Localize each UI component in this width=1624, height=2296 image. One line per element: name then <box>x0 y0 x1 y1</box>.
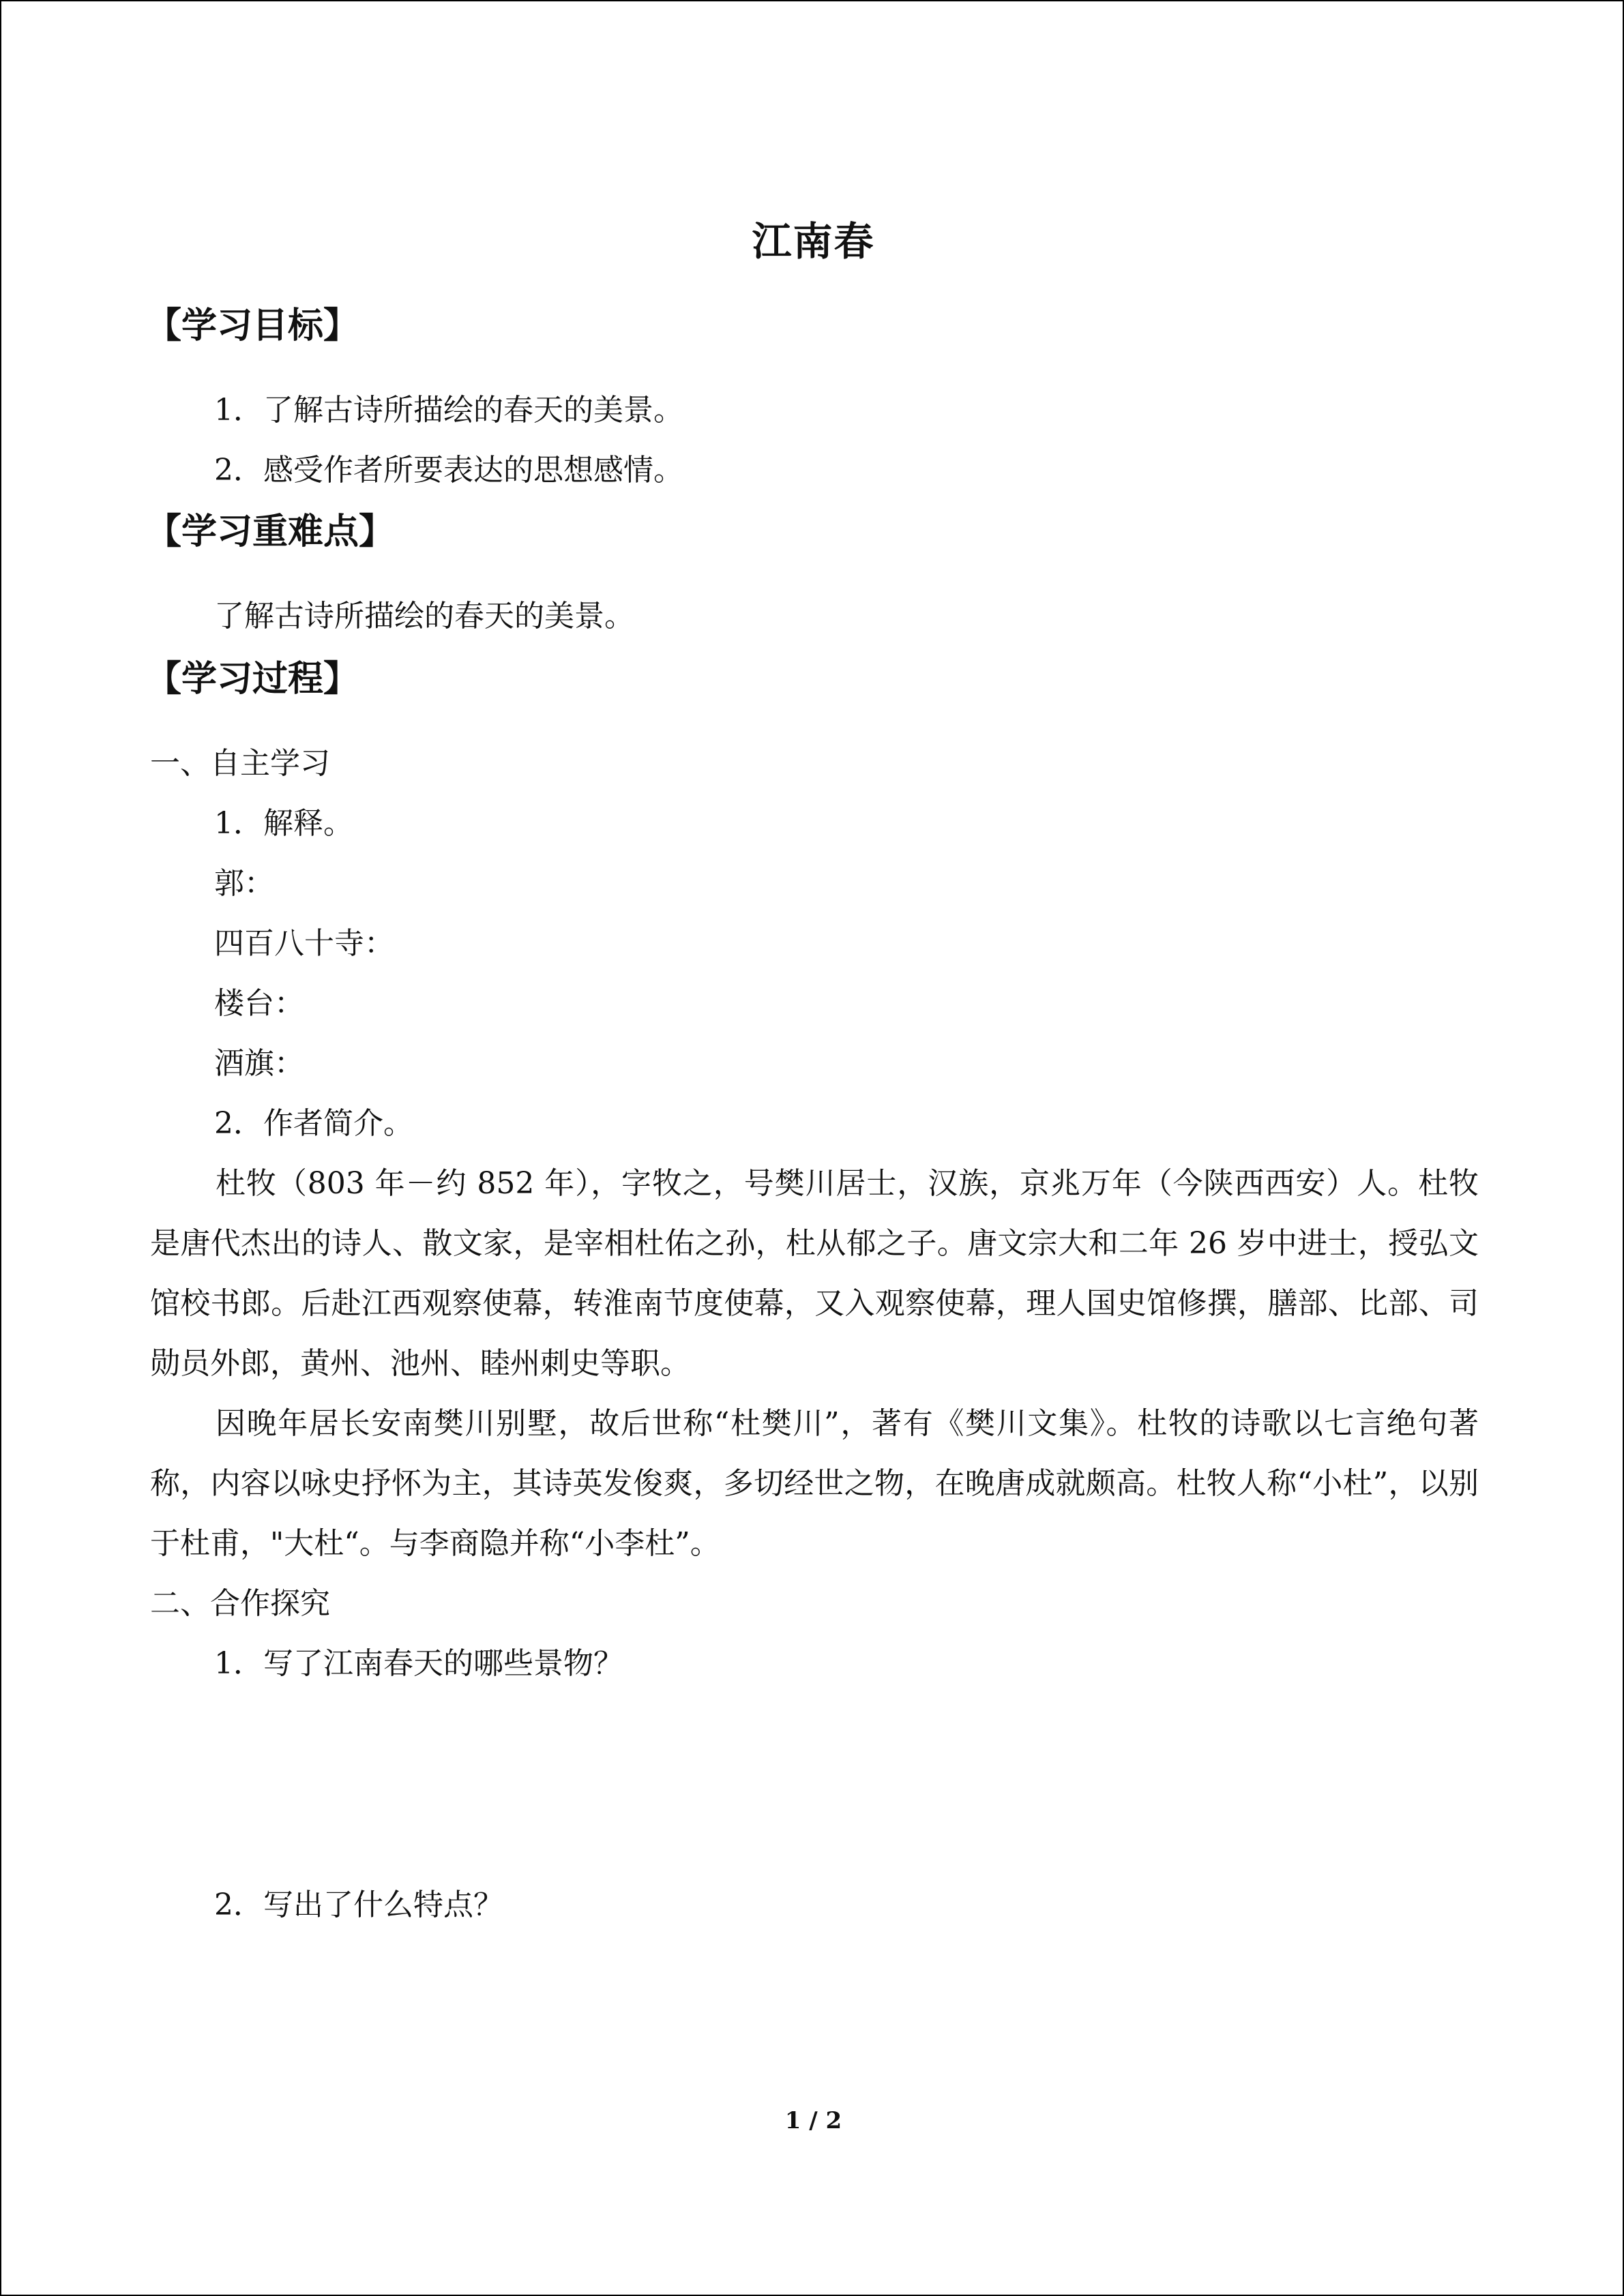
question-author-intro: 2．作者简介。 <box>214 1106 413 1141</box>
key-point-text: 了解古诗所描绘的春天的美景。 <box>214 599 634 633</box>
term-item-3: 楼台： <box>214 986 304 1021</box>
author-bio-paragraph-2: 因晚年居长安南樊川别墅，故后世称“杜樊川”，著有《樊川文集》。杜牧的诗歌以七言绝句著称，内容以咏史抒怀为主，其诗英发俊爽，多切经世之物，在晚唐成就颇高。杜牧人称“小杜”，以别于杜甫，"大杜“。与李商隐并称“小李杜”。 <box>150 1406 1479 1561</box>
heading-key-points: 【学习重难点】 <box>146 511 395 552</box>
question-explain: 1．解释。 <box>214 806 353 841</box>
heading-learning-process: 【学习过程】 <box>146 658 359 700</box>
goal-item-2: 2．感受作者所要表达的思想感情。 <box>214 453 683 488</box>
section-cooperative-inquiry: 二、合作探究 <box>150 1586 330 1621</box>
section-self-study: 一、自主学习 <box>150 746 330 781</box>
question-scenery: 1．写了江南春天的哪些景物？ <box>214 1646 623 1681</box>
page-title: 江南春 <box>752 218 875 265</box>
term-item-4: 酒旗： <box>214 1046 304 1081</box>
question-features: 2．写出了什么特点？ <box>214 1888 503 1922</box>
goal-item-1: 1．了解古诗所描绘的春天的美景。 <box>214 393 683 428</box>
heading-learning-goals: 【学习目标】 <box>146 305 359 346</box>
page-number: 1 / 2 <box>784 2107 842 2134</box>
author-bio-paragraph-1: 杜牧（803 年－约 852 年），字牧之，号樊川居士，汉族，京兆万年（今陕西西安）人。杜牧是唐代杰出的诗人、散文家，是宰相杜佑之孙，杜从郁之子。唐文宗大和二年 26 岁中进士，授弘文馆校书郎。后赴江西观察使幕，转淮南节度使幕，又入观察使幕，理人国史馆修撰，膳部、比部、司勋员外郎，黄州、池州、睦州刺史等职。 <box>150 1166 1479 1381</box>
term-item-1: 郭： <box>214 866 274 901</box>
term-item-2: 四百八十寺： <box>214 926 394 961</box>
